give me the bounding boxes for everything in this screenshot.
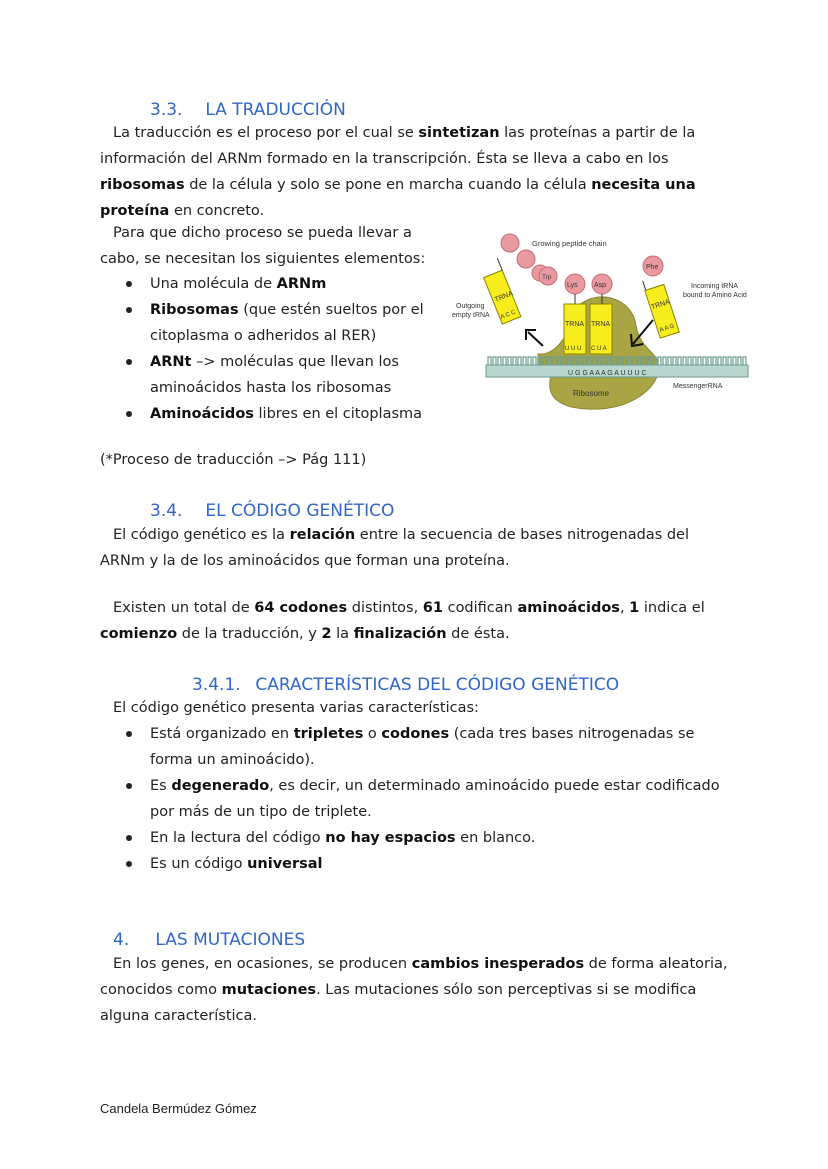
heading-3-3 (150, 100, 346, 120)
mrna-base (528, 357, 531, 365)
mrna-base (513, 357, 516, 365)
text-run: –> moléculas que llevan los aminoácidos hasta los ribosomas (150, 354, 399, 396)
footer-author: Candela Bermúdez Gómez (100, 1101, 257, 1116)
mrna-base (668, 357, 671, 365)
mrna-base (693, 357, 696, 365)
heading-4 (113, 930, 305, 950)
svg-text:TRNA: TRNA (591, 321, 611, 328)
text-run: de forma aleatoria, conocidos como (100, 956, 728, 998)
growing-chain-label: Growing peptide chain (532, 239, 607, 248)
bold-text: finalización (353, 626, 447, 642)
mrna-base (518, 357, 521, 365)
text-run: o (363, 726, 382, 742)
bold-text: ARNm (276, 276, 327, 292)
svg-text:A A G: A A G (659, 323, 676, 334)
bold-text: no hay espacios (325, 830, 456, 846)
list-item (150, 721, 730, 773)
mrna-base (498, 357, 501, 365)
bullet-icon (126, 783, 132, 789)
mrna-base (743, 357, 746, 365)
mrna-base (688, 357, 691, 365)
heading-title: EL CÓDIGO GENÉTICO (205, 501, 395, 521)
text-run: de la traducción, y (177, 626, 322, 642)
outgoing-label-1: Outgoing (456, 303, 485, 310)
heading-3-4-1 (192, 675, 619, 695)
heading-title: CARACTERÍSTICAS DEL CÓDIGO GENÉTICO (255, 675, 620, 695)
note-proceso: (*Proceso de traducción –> Pág 111) (100, 452, 367, 468)
bold-text: Ribosomas (150, 302, 239, 318)
heading-3-4 (150, 501, 394, 521)
text-run: Existen un total de (113, 600, 255, 616)
incoming-label-2: bound to Amino Acid (683, 292, 747, 299)
text-run: de ésta. (446, 626, 510, 642)
mrna-base (718, 357, 721, 365)
text-run: El código genético es la (113, 527, 290, 543)
text-run: libres en el citoplasma (253, 406, 423, 422)
mrna-base (738, 357, 741, 365)
mrna-base (533, 357, 536, 365)
outgoing-arrow (528, 332, 543, 346)
bold-text: sintetizan (418, 125, 500, 141)
paragraph-mutaciones (100, 951, 732, 1029)
svg-text:A C C: A C C (499, 309, 517, 321)
bold-text: 61 (422, 600, 443, 616)
list-caracteristicas (150, 721, 730, 877)
svg-text:TRNA: TRNA (493, 290, 515, 304)
bullet-icon (126, 307, 132, 313)
heading-title: LA TRADUCCIÓN (205, 100, 346, 120)
outgoing-label-2: empty tRNA (452, 312, 490, 319)
ribosome-label: Ribosome (573, 389, 610, 398)
heading-number: 3.3. (150, 100, 183, 120)
svg-text:Lys: Lys (567, 282, 578, 289)
mrna-base (708, 357, 711, 365)
mrna-base (678, 357, 681, 365)
bullet-icon (126, 359, 132, 365)
bold-text: universal (247, 856, 323, 872)
svg-text:TRNA: TRNA (565, 321, 585, 328)
peptide-ball (517, 250, 535, 268)
bullet-icon (126, 281, 132, 287)
mrna-base (728, 357, 731, 365)
bold-text: cambios inesperados (411, 956, 585, 972)
mrna-base (663, 357, 666, 365)
text-run: en concreto. (169, 203, 265, 219)
text-run: codifican (442, 600, 518, 616)
bold-text: necesita una proteína (100, 177, 696, 219)
heading-number: 3.4. (150, 501, 183, 521)
text-run: indica el (639, 600, 705, 616)
text-run: Es un código (150, 856, 248, 872)
bold-text: codones (381, 726, 450, 742)
list-item (150, 851, 730, 877)
text-run: En la lectura del código (150, 830, 326, 846)
list-item (150, 825, 730, 851)
mrna-base (723, 357, 726, 365)
paragraph-elementos-intro: Para que dicho proceso se pueda llevar a cabo, se necesitan los siguientes elementos: (100, 225, 426, 267)
text-run: . Las mutaciones sólo son perceptivas si se modifica alguna característica. (100, 982, 697, 1024)
incoming-label-1: Incoming tRNA (691, 283, 739, 290)
heading-number: 3.4.1. (192, 675, 241, 695)
mrna-base (503, 357, 506, 365)
text-run: (que estén sueltos por el citoplasma o adheridos al RER) (150, 302, 424, 344)
svg-text:U U U: U U U (565, 346, 582, 352)
mrna-base (733, 357, 736, 365)
mrna-base (493, 357, 496, 365)
svg-text:Asp: Asp (594, 282, 607, 289)
heading-title: LAS MUTACIONES (155, 930, 306, 950)
list-item (150, 297, 440, 349)
peptide-ball (501, 234, 519, 252)
text-run: entre la secuencia de bases nitrogenadas del ARNm y la de los aminoácidos que forman una proteína. (100, 527, 690, 569)
mrna-base (698, 357, 701, 365)
text-run: de la célula y solo se pone en marcha cuando la célula (184, 177, 592, 193)
mrna-base (658, 357, 661, 365)
bold-text: degenerado (171, 778, 270, 794)
incoming-trna (642, 275, 680, 338)
bold-text: aminoácidos (517, 600, 620, 616)
list-item (150, 349, 440, 401)
text-run: la (331, 626, 354, 642)
mrna-sequence: U G G A A A G A U U U C (568, 370, 647, 377)
mrna-base (523, 357, 526, 365)
bold-text: 64 codones (254, 600, 348, 616)
bold-text: 1 (629, 600, 640, 616)
paragraph-traduccion-intro (100, 120, 732, 224)
bold-text: mutaciones (221, 982, 317, 998)
svg-text:TRNA: TRNA (650, 298, 671, 312)
bullet-icon (126, 835, 132, 841)
text-run: Está organizado en (150, 726, 294, 742)
mrna-base (703, 357, 706, 365)
bold-text: ARNt (150, 354, 192, 370)
text-run: En los genes, en ocasiones, se producen (113, 956, 412, 972)
text-run: en blanco. (455, 830, 536, 846)
svg-text:C U A: C U A (591, 346, 607, 352)
bullet-icon (126, 411, 132, 417)
mrna-base (683, 357, 686, 365)
bold-text: comienzo (100, 626, 178, 642)
text-run: las proteínas a partir de la información del ARNm formado en la transcripción. Ésta se lleva a cabo en los (100, 125, 696, 167)
text-run: Es (150, 778, 172, 794)
mrna-base (508, 357, 511, 365)
svg-text:Phe: Phe (646, 264, 659, 271)
bold-text: tripletes (293, 726, 364, 742)
mrna-base (713, 357, 716, 365)
text-run: , (619, 600, 630, 616)
paragraph-codigo-genetico (100, 522, 732, 574)
list-elementos (150, 271, 440, 427)
mrna-base (488, 357, 491, 365)
paragraph-codones (100, 595, 732, 647)
paragraph-caracteristicas-intro: El código genético presenta varias características: (113, 700, 479, 716)
bold-text: relación (289, 527, 356, 543)
text-run: distintos, (347, 600, 423, 616)
text-run: Una molécula de (150, 276, 277, 292)
bold-text: 2 (321, 626, 332, 642)
list-item (150, 401, 440, 427)
messenger-rna-label: MessengerRNA (673, 383, 723, 390)
list-item (150, 773, 730, 825)
mrna-base (673, 357, 676, 365)
list-item (150, 271, 440, 297)
bold-text: Aminoácidos (150, 406, 254, 422)
text-run: (cada tres bases nitrogenadas se forma un aminoácido). (150, 726, 695, 768)
bullet-icon (126, 731, 132, 737)
heading-number: 4. (113, 930, 130, 950)
translation-diagram (448, 226, 758, 416)
bullet-icon (126, 861, 132, 867)
text-run: La traducción es el proceso por el cual se (113, 125, 419, 141)
svg-text:Trp: Trp (542, 274, 552, 281)
text-run: , es decir, un determinado aminoácido puede estar codificado por más de un tipo de triplete. (150, 778, 720, 820)
bold-text: ribosomas (100, 177, 185, 193)
